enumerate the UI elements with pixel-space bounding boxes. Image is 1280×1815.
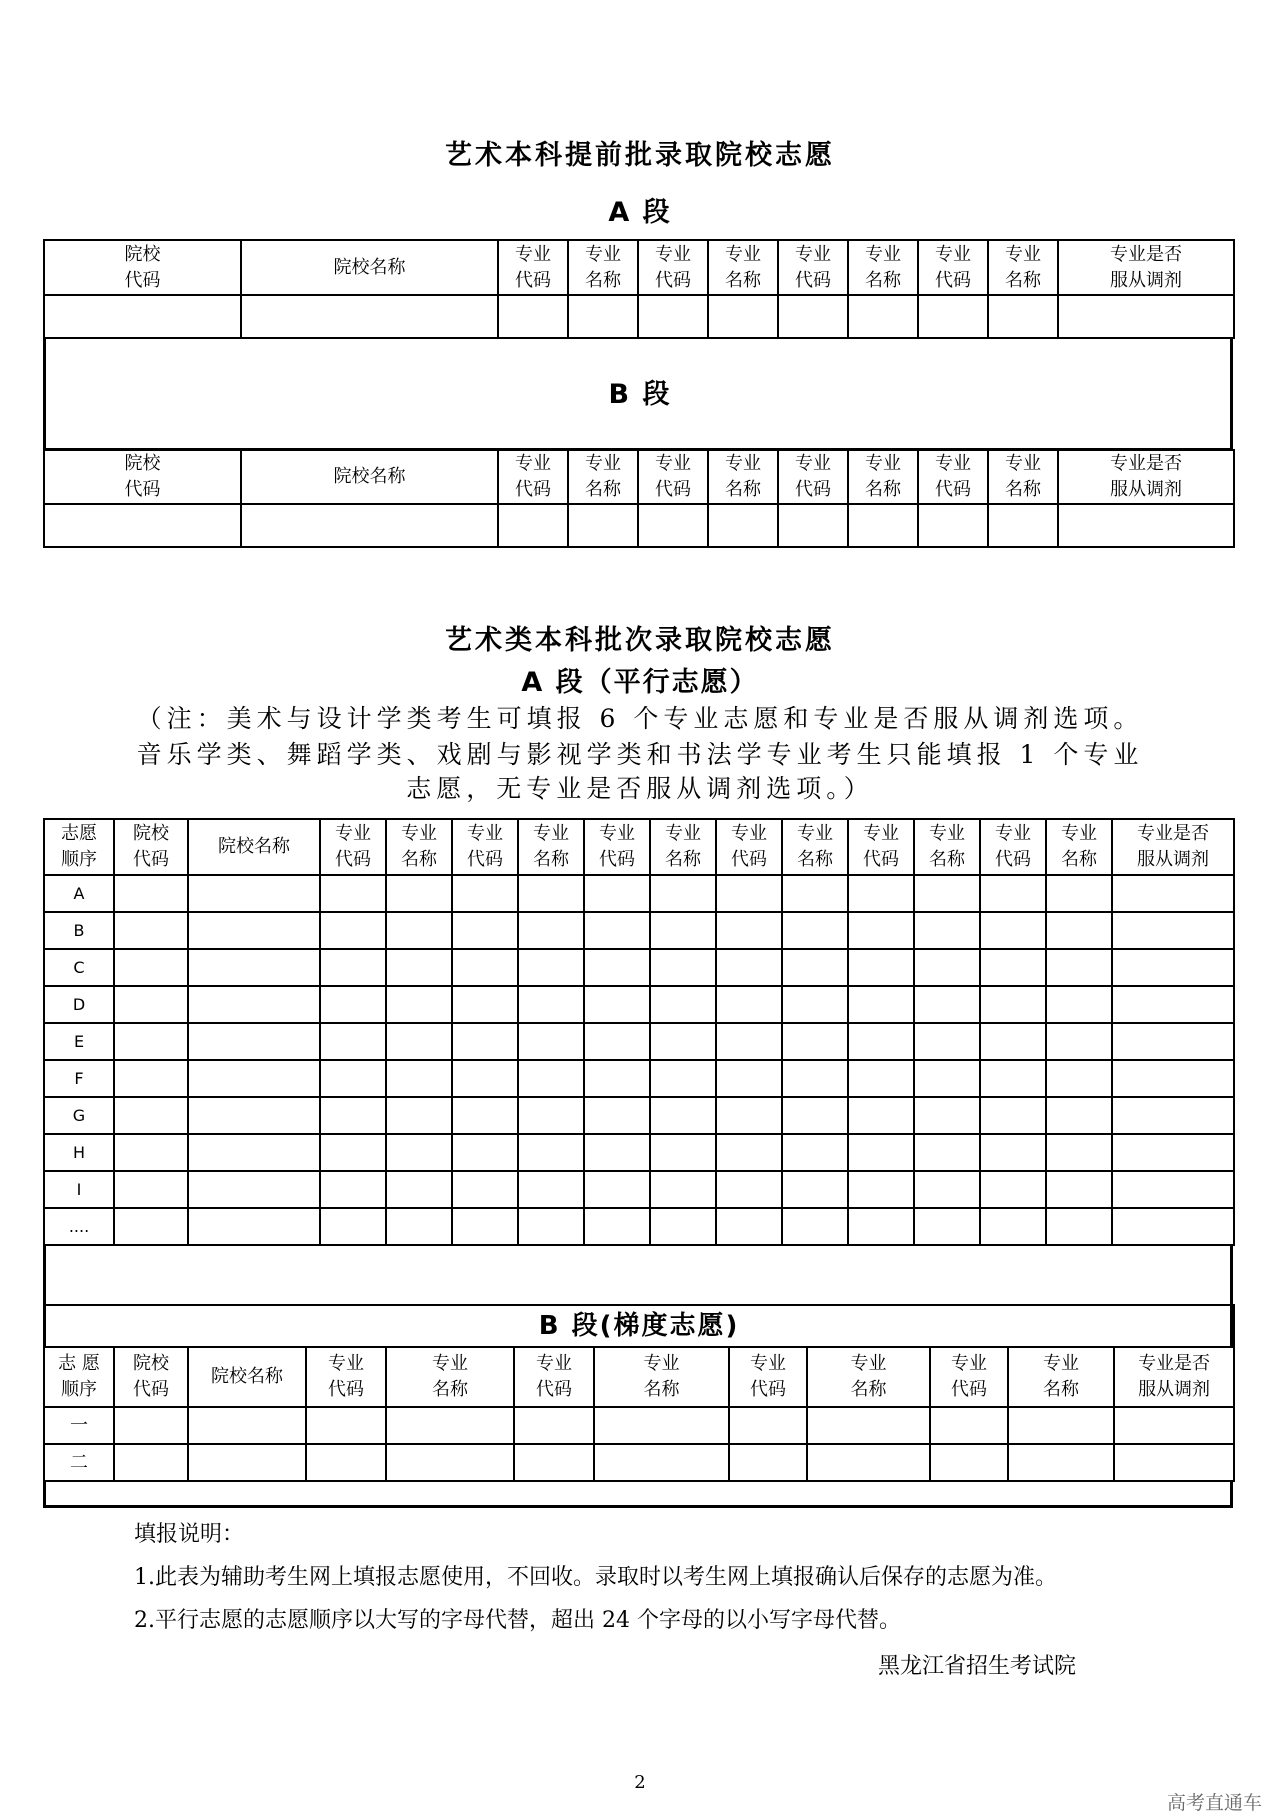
section2-b-input-cell[interactable] xyxy=(188,1444,306,1481)
section1-a-header-1: 院校名称 xyxy=(241,240,498,295)
section2-a-input-cell[interactable] xyxy=(584,1171,650,1208)
section2-b-input-cell[interactable] xyxy=(594,1444,729,1481)
section2-a-input-cell[interactable] xyxy=(452,1134,518,1171)
section2-a-input-cell[interactable] xyxy=(386,949,452,986)
section2-a-input-cell[interactable] xyxy=(1112,912,1234,949)
section2-b-header-6: 专业 名称 xyxy=(594,1347,729,1407)
section2-a-header-row xyxy=(44,819,1234,875)
section2-a-input-cell[interactable] xyxy=(914,949,980,986)
section2-a-input-cell[interactable] xyxy=(980,1097,1046,1134)
section2-a-input-cell[interactable] xyxy=(584,875,650,912)
instructions-item-1: 1.此表为辅助考生网上填报志愿使用，不回收。录取时以考生网上填报确认后保存的志愿为准。 xyxy=(134,1565,1057,1590)
section1-b-input-cell[interactable] xyxy=(848,504,918,547)
section2-a-input-cell[interactable] xyxy=(650,1023,716,1060)
section2-a-input-cell[interactable] xyxy=(584,1060,650,1097)
section2-a-input-cell[interactable] xyxy=(914,875,980,912)
section2-a-input-cell[interactable] xyxy=(320,1134,386,1171)
section1-a-input-cell[interactable] xyxy=(638,295,708,338)
section2-a-input-cell[interactable] xyxy=(650,1134,716,1171)
section2-a-input-cell[interactable] xyxy=(782,1060,848,1097)
section1-b-header-8: 专业 代码 xyxy=(918,450,988,504)
section2-a-input-cell[interactable] xyxy=(114,1134,188,1171)
section2-a-input-cell[interactable] xyxy=(782,1208,848,1245)
section2-a-input-cell[interactable] xyxy=(782,986,848,1023)
section1-b-input-cell[interactable] xyxy=(638,504,708,547)
section2-a-input-cell[interactable] xyxy=(716,912,782,949)
section2-a-input-cell[interactable] xyxy=(1112,1023,1234,1060)
section2-a-input-cell[interactable] xyxy=(320,986,386,1023)
section2-a-input-cell[interactable] xyxy=(980,1171,1046,1208)
section2-a-input-cell[interactable] xyxy=(1112,1208,1234,1245)
section2-a-input-cell[interactable] xyxy=(452,1060,518,1097)
section2-a-input-cell[interactable] xyxy=(848,1171,914,1208)
section2-b-input-cell[interactable] xyxy=(729,1407,807,1444)
table-row xyxy=(44,949,1234,986)
section1-a-input-cell[interactable] xyxy=(918,295,988,338)
section1-b-label: B 段 xyxy=(608,379,672,410)
section2-b-header-11: 专业是否 服从调剂 xyxy=(1114,1347,1234,1407)
section2-a-input-cell[interactable] xyxy=(518,912,584,949)
table-row xyxy=(44,912,1234,949)
section2-a-input-cell[interactable] xyxy=(452,912,518,949)
section2-a-input-cell[interactable] xyxy=(114,875,188,912)
section2-a-header-10: 专业 名称 xyxy=(782,819,848,875)
section2-a-input-cell[interactable] xyxy=(716,1097,782,1134)
section2-a-input-cell[interactable] xyxy=(1112,1171,1234,1208)
section2-a-input-cell[interactable] xyxy=(114,949,188,986)
section2-a-input-cell[interactable] xyxy=(848,986,914,1023)
section2-a-input-cell[interactable] xyxy=(1046,986,1112,1023)
section2-b-input-cell[interactable] xyxy=(306,1444,386,1481)
section2-a-input-cell[interactable] xyxy=(980,1208,1046,1245)
section2-a-input-cell[interactable] xyxy=(716,986,782,1023)
row-label: H xyxy=(44,1134,114,1171)
section2-b-input-cell[interactable] xyxy=(114,1444,188,1481)
section2-a-input-cell[interactable] xyxy=(914,986,980,1023)
section2-a-input-cell[interactable] xyxy=(848,1097,914,1134)
section1-a-input-cell[interactable] xyxy=(988,295,1058,338)
section2-a-header-0: 志愿 顺序 xyxy=(44,819,114,875)
section2-a-input-cell[interactable] xyxy=(782,949,848,986)
section2-a-header-2: 院校名称 xyxy=(188,819,320,875)
section2-a-input-cell[interactable] xyxy=(848,1208,914,1245)
section2-b-label: B 段(梯度志愿) xyxy=(44,1305,1234,1347)
section2-a-input-cell[interactable] xyxy=(386,1060,452,1097)
section2-a-input-cell[interactable] xyxy=(114,1097,188,1134)
section1-a-label: A 段 xyxy=(608,197,672,228)
section2-a-input-cell[interactable] xyxy=(386,1023,452,1060)
section2-a-input-cell[interactable] xyxy=(1046,875,1112,912)
section1-a-header-9: 专业 名称 xyxy=(988,240,1058,295)
section1-a-input-cell[interactable] xyxy=(1058,295,1234,338)
section2-a-header-9: 专业 代码 xyxy=(716,819,782,875)
section2-b-header-4: 专业 名称 xyxy=(386,1347,514,1407)
section2-a-input-cell[interactable] xyxy=(584,912,650,949)
section2-a-input-cell[interactable] xyxy=(584,1134,650,1171)
section2-a-input-cell[interactable] xyxy=(188,912,320,949)
section2-a-input-cell[interactable] xyxy=(386,986,452,1023)
section2-a-input-cell[interactable] xyxy=(848,1023,914,1060)
section2-a-input-cell[interactable] xyxy=(452,875,518,912)
section2-a-input-cell[interactable] xyxy=(1112,1097,1234,1134)
section1-b-header-4: 专业 代码 xyxy=(638,450,708,504)
section2-a-input-cell[interactable] xyxy=(518,1023,584,1060)
section1-b-header-7: 专业 名称 xyxy=(848,450,918,504)
section2-a-input-cell[interactable] xyxy=(518,949,584,986)
section1-a-input-cell[interactable] xyxy=(498,295,568,338)
section2-a-header-4: 专业 名称 xyxy=(386,819,452,875)
section2-a-input-cell[interactable] xyxy=(650,949,716,986)
section2-b-header-7: 专业 代码 xyxy=(729,1347,807,1407)
section2-a-input-cell[interactable] xyxy=(386,1171,452,1208)
section2-a-input-cell[interactable] xyxy=(320,1171,386,1208)
instructions-item-2: 2.平行志愿的志愿顺序以大写的字母代替，超出 24 个字母的以小写字母代替。 xyxy=(134,1608,901,1633)
table-row xyxy=(44,1444,1234,1481)
section2-a-input-cell[interactable] xyxy=(188,1097,320,1134)
section1-b-input-cell[interactable] xyxy=(44,504,241,547)
section2-a-input-cell[interactable] xyxy=(386,875,452,912)
section1-b-header-5: 专业 名称 xyxy=(708,450,778,504)
section2-a-input-cell[interactable] xyxy=(188,1171,320,1208)
section1-a-header-7: 专业 名称 xyxy=(848,240,918,295)
table-row xyxy=(44,1060,1234,1097)
section1-a-header-5: 专业 名称 xyxy=(708,240,778,295)
section2-a-input-cell[interactable] xyxy=(980,875,1046,912)
section2-a-input-cell[interactable] xyxy=(188,1208,320,1245)
section2-b-header-3: 专业 代码 xyxy=(306,1347,386,1407)
section2-a-input-cell[interactable] xyxy=(1112,949,1234,986)
section1-a-header-row xyxy=(44,240,1234,295)
row-label: D xyxy=(44,986,114,1023)
section2-a-input-cell[interactable] xyxy=(1112,986,1234,1023)
section2-b-input-cell[interactable] xyxy=(1114,1407,1234,1444)
section1-a-input-cell[interactable] xyxy=(708,295,778,338)
section2-a-input-cell[interactable] xyxy=(114,912,188,949)
table-row xyxy=(44,1171,1234,1208)
section2-a-header-7: 专业 代码 xyxy=(584,819,650,875)
row-label: 一 xyxy=(44,1407,114,1444)
section2-a-input-cell[interactable] xyxy=(386,1097,452,1134)
section2-b-input-cell[interactable] xyxy=(807,1407,930,1444)
section2-a-input-cell[interactable] xyxy=(716,949,782,986)
section2-a-input-cell[interactable] xyxy=(320,875,386,912)
table-row xyxy=(44,1097,1234,1134)
section1-a-input-row xyxy=(44,295,1234,338)
section1-a-header-6: 专业 代码 xyxy=(778,240,848,295)
section2-a-input-cell[interactable] xyxy=(114,1060,188,1097)
section2-a-input-cell[interactable] xyxy=(980,1060,1046,1097)
table-row xyxy=(44,1208,1234,1245)
table-row xyxy=(44,986,1234,1023)
section2-a-input-cell[interactable] xyxy=(188,1134,320,1171)
section2-a-input-cell[interactable] xyxy=(914,1208,980,1245)
section1-b-header-1: 院校名称 xyxy=(241,450,498,504)
section2-b-header-0: 志 愿 顺序 xyxy=(44,1347,114,1407)
section2-b-header-1: 院校 代码 xyxy=(114,1347,188,1407)
section2-a-header-5: 专业 代码 xyxy=(452,819,518,875)
section2-b-input-cell[interactable] xyxy=(1008,1444,1114,1481)
section2-b-header-8: 专业 名称 xyxy=(807,1347,930,1407)
section2-a-input-cell[interactable] xyxy=(386,912,452,949)
section2-a-input-cell[interactable] xyxy=(1112,1134,1234,1171)
section2-b-table xyxy=(43,1304,1235,1482)
section2-b-header-9: 专业 代码 xyxy=(930,1347,1008,1407)
section2-b-input-cell[interactable] xyxy=(930,1407,1008,1444)
section2-a-input-cell[interactable] xyxy=(584,1208,650,1245)
section2-a-input-cell[interactable] xyxy=(1112,1060,1234,1097)
section1-b-input-cell[interactable] xyxy=(568,504,638,547)
section2-a-input-cell[interactable] xyxy=(188,949,320,986)
section1-a-header-2: 专业 代码 xyxy=(498,240,568,295)
section2-a-input-cell[interactable] xyxy=(914,1023,980,1060)
row-label: 二 xyxy=(44,1444,114,1481)
section2-a-input-cell[interactable] xyxy=(518,1060,584,1097)
section2-a-input-cell[interactable] xyxy=(716,1134,782,1171)
section2-a-input-cell[interactable] xyxy=(386,1134,452,1171)
section1-a-header-0: 院校 代码 xyxy=(44,240,241,295)
section1-b-header-2: 专业 代码 xyxy=(498,450,568,504)
section2-a-input-cell[interactable] xyxy=(114,1208,188,1245)
section2-a-header-15: 专业是否 服从调剂 xyxy=(1112,819,1234,875)
section2-a-header-8: 专业 名称 xyxy=(650,819,716,875)
section1-b-input-cell[interactable] xyxy=(498,504,568,547)
row-label: F xyxy=(44,1060,114,1097)
section1-b-input-row xyxy=(44,504,1234,547)
section2-title: 艺术类本科批次录取院校志愿 xyxy=(445,625,835,656)
section2-a-input-cell[interactable] xyxy=(650,875,716,912)
section2-b-input-cell[interactable] xyxy=(386,1444,514,1481)
section2-b-header-2: 院校名称 xyxy=(188,1347,306,1407)
section2-a-label: A 段（平行志愿） xyxy=(521,667,759,698)
section1-a-header-10: 专业是否 服从调剂 xyxy=(1058,240,1234,295)
section2-a-input-cell[interactable] xyxy=(1046,912,1112,949)
instructions-heading: 填报说明： xyxy=(134,1522,245,1547)
row-label: A xyxy=(44,875,114,912)
section2-a-input-cell[interactable] xyxy=(518,986,584,1023)
section1-a-header-3: 专业 名称 xyxy=(568,240,638,295)
section2-note-line2: 音乐学类、舞蹈学类、戏剧与影视学类和书法学专业考生只能填报 1 个专业 xyxy=(136,740,1144,769)
section2-a-input-cell[interactable] xyxy=(188,875,320,912)
section1-b-input-cell[interactable] xyxy=(708,504,778,547)
watermark: 高考直通车 xyxy=(1166,1792,1262,1814)
section1-b-input-cell[interactable] xyxy=(1058,504,1234,547)
section2-b-input-cell[interactable] xyxy=(514,1444,594,1481)
section2-a-input-cell[interactable] xyxy=(452,949,518,986)
section2-a-input-cell[interactable] xyxy=(518,1097,584,1134)
section2-a-input-cell[interactable] xyxy=(114,1023,188,1060)
section2-a-input-cell[interactable] xyxy=(848,875,914,912)
section2-a-input-cell[interactable] xyxy=(320,912,386,949)
section2-a-input-cell[interactable] xyxy=(914,1097,980,1134)
section1-a-input-cell[interactable] xyxy=(848,295,918,338)
section2-a-input-cell[interactable] xyxy=(188,1060,320,1097)
section2-b-header-5: 专业 代码 xyxy=(514,1347,594,1407)
section2-a-input-cell[interactable] xyxy=(320,1023,386,1060)
section2-a-input-cell[interactable] xyxy=(914,912,980,949)
section1-b-input-cell[interactable] xyxy=(988,504,1058,547)
section2-b-input-cell[interactable] xyxy=(306,1407,386,1444)
section2-a-input-cell[interactable] xyxy=(584,1097,650,1134)
section2-a-input-cell[interactable] xyxy=(980,986,1046,1023)
table-row xyxy=(44,1023,1234,1060)
section2-a-input-cell[interactable] xyxy=(1046,1134,1112,1171)
section2-a-input-cell[interactable] xyxy=(114,986,188,1023)
section2-a-input-cell[interactable] xyxy=(584,986,650,1023)
section1-b-input-cell[interactable] xyxy=(918,504,988,547)
signature: 黑龙江省招生考试院 xyxy=(878,1654,1077,1679)
section2-a-header-11: 专业 代码 xyxy=(848,819,914,875)
section2-a-input-cell[interactable] xyxy=(650,1208,716,1245)
section2-a-input-cell[interactable] xyxy=(386,1208,452,1245)
section2-a-input-cell[interactable] xyxy=(518,875,584,912)
section2-a-input-cell[interactable] xyxy=(782,875,848,912)
section2-a-input-cell[interactable] xyxy=(452,1208,518,1245)
section2-a-input-cell[interactable] xyxy=(452,1097,518,1134)
section2-note-line1: （注：美术与设计学类考生可填报 6 个专业志愿和专业是否服从调剂选项。 xyxy=(136,704,1144,733)
section2-a-input-cell[interactable] xyxy=(650,1171,716,1208)
section2-b-input-cell[interactable] xyxy=(514,1407,594,1444)
section1-b-header-6: 专业 代码 xyxy=(778,450,848,504)
section2-a-input-cell[interactable] xyxy=(1046,1060,1112,1097)
section2-a-header-12: 专业 名称 xyxy=(914,819,980,875)
section1-b-header-3: 专业 名称 xyxy=(568,450,638,504)
section1-a-input-cell[interactable] xyxy=(568,295,638,338)
section2-a-input-cell[interactable] xyxy=(1046,1097,1112,1134)
section2-a-input-cell[interactable] xyxy=(1112,875,1234,912)
section2-a-input-cell[interactable] xyxy=(650,912,716,949)
section2-note-line3: 志愿，无专业是否服从调剂选项。） xyxy=(406,774,874,803)
section2-a-input-cell[interactable] xyxy=(518,1171,584,1208)
section2-a-input-cell[interactable] xyxy=(650,1097,716,1134)
section2-b-input-cell[interactable] xyxy=(729,1444,807,1481)
section1-a-input-cell[interactable] xyxy=(778,295,848,338)
section2-a-input-cell[interactable] xyxy=(1046,1171,1112,1208)
section2-a-input-cell[interactable] xyxy=(584,1023,650,1060)
section1-b-header-0: 院校 代码 xyxy=(44,450,241,504)
section2-a-input-cell[interactable] xyxy=(320,1208,386,1245)
section2-a-input-cell[interactable] xyxy=(716,1171,782,1208)
section1-a-input-cell[interactable] xyxy=(44,295,241,338)
section2-b-input-cell[interactable] xyxy=(594,1407,729,1444)
row-label: .... xyxy=(44,1208,114,1245)
table-row xyxy=(44,1134,1234,1171)
section2-a-header-6: 专业 名称 xyxy=(518,819,584,875)
section2-a-input-cell[interactable] xyxy=(716,1208,782,1245)
section1-b-header-9: 专业 名称 xyxy=(988,450,1058,504)
section1-title: 艺术本科提前批录取院校志愿 xyxy=(445,140,835,171)
section1-a-header-8: 专业 代码 xyxy=(918,240,988,295)
section2-a-input-cell[interactable] xyxy=(650,986,716,1023)
section2-a-input-cell[interactable] xyxy=(716,875,782,912)
section2-a-input-cell[interactable] xyxy=(518,1134,584,1171)
table-row xyxy=(44,875,1234,912)
section2-a-input-cell[interactable] xyxy=(914,1060,980,1097)
section2-a-input-cell[interactable] xyxy=(980,1134,1046,1171)
section2-a-input-cell[interactable] xyxy=(782,1097,848,1134)
row-label: G xyxy=(44,1097,114,1134)
section2-b-input-cell[interactable] xyxy=(386,1407,514,1444)
section2-a-input-cell[interactable] xyxy=(848,1134,914,1171)
row-label: B xyxy=(44,912,114,949)
row-label: C xyxy=(44,949,114,986)
section2-a-input-cell[interactable] xyxy=(848,949,914,986)
section2-a-input-cell[interactable] xyxy=(518,1208,584,1245)
section1-b-table xyxy=(43,449,1235,548)
section2-b-input-cell[interactable] xyxy=(807,1444,930,1481)
section2-a-header-1: 院校 代码 xyxy=(114,819,188,875)
section1-b-header-row xyxy=(44,450,1234,504)
section2-a-input-cell[interactable] xyxy=(914,1171,980,1208)
section2-a-input-cell[interactable] xyxy=(980,1023,1046,1060)
section2-a-input-cell[interactable] xyxy=(320,949,386,986)
section1-a-input-cell[interactable] xyxy=(241,295,498,338)
section1-a-table xyxy=(43,239,1235,339)
section2-a-input-cell[interactable] xyxy=(452,986,518,1023)
section2-b-header-row xyxy=(44,1347,1234,1407)
section2-b-input-cell[interactable] xyxy=(1008,1407,1114,1444)
row-label: E xyxy=(44,1023,114,1060)
table-row xyxy=(44,1407,1234,1444)
section2-a-input-cell[interactable] xyxy=(320,1097,386,1134)
section2-a-input-cell[interactable] xyxy=(848,912,914,949)
section2-a-header-14: 专业 名称 xyxy=(1046,819,1112,875)
section2-a-input-cell[interactable] xyxy=(848,1060,914,1097)
section2-a-input-cell[interactable] xyxy=(320,1060,386,1097)
section2-a-input-cell[interactable] xyxy=(452,1023,518,1060)
section2-b-input-cell[interactable] xyxy=(1114,1444,1234,1481)
section2-a-input-cell[interactable] xyxy=(782,1171,848,1208)
section2-a-input-cell[interactable] xyxy=(980,912,1046,949)
section2-a-input-cell[interactable] xyxy=(1046,1208,1112,1245)
section1-b-input-cell[interactable] xyxy=(778,504,848,547)
section2-b-input-cell[interactable] xyxy=(114,1407,188,1444)
section2-a-input-cell[interactable] xyxy=(584,949,650,986)
section2-a-table xyxy=(43,818,1235,1246)
section2-a-input-cell[interactable] xyxy=(188,1023,320,1060)
section2-a-input-cell[interactable] xyxy=(188,986,320,1023)
section1-b-header-10: 专业是否 服从调剂 xyxy=(1058,450,1234,504)
section2-a-input-cell[interactable] xyxy=(1046,949,1112,986)
section2-a-input-cell[interactable] xyxy=(114,1171,188,1208)
section2-a-header-13: 专业 代码 xyxy=(980,819,1046,875)
section1-a-header-4: 专业 代码 xyxy=(638,240,708,295)
section1-b-input-cell[interactable] xyxy=(241,504,498,547)
row-label: I xyxy=(44,1171,114,1208)
section2-a-input-cell[interactable] xyxy=(650,1060,716,1097)
page-number: 2 xyxy=(634,1772,646,1793)
section2-a-input-cell[interactable] xyxy=(452,1171,518,1208)
section2-b-input-cell[interactable] xyxy=(188,1407,306,1444)
section2-b-input-cell[interactable] xyxy=(930,1444,1008,1481)
section2-b-header-10: 专业 名称 xyxy=(1008,1347,1114,1407)
section2-a-input-cell[interactable] xyxy=(782,1023,848,1060)
section2-a-input-cell[interactable] xyxy=(716,1060,782,1097)
section2-a-header-3: 专业 代码 xyxy=(320,819,386,875)
section2-a-input-cell[interactable] xyxy=(914,1134,980,1171)
section2-a-input-cell[interactable] xyxy=(782,1134,848,1171)
section2-a-input-cell[interactable] xyxy=(980,949,1046,986)
section2-a-input-cell[interactable] xyxy=(1046,1023,1112,1060)
section2-a-input-cell[interactable] xyxy=(782,912,848,949)
section2-a-input-cell[interactable] xyxy=(716,1023,782,1060)
